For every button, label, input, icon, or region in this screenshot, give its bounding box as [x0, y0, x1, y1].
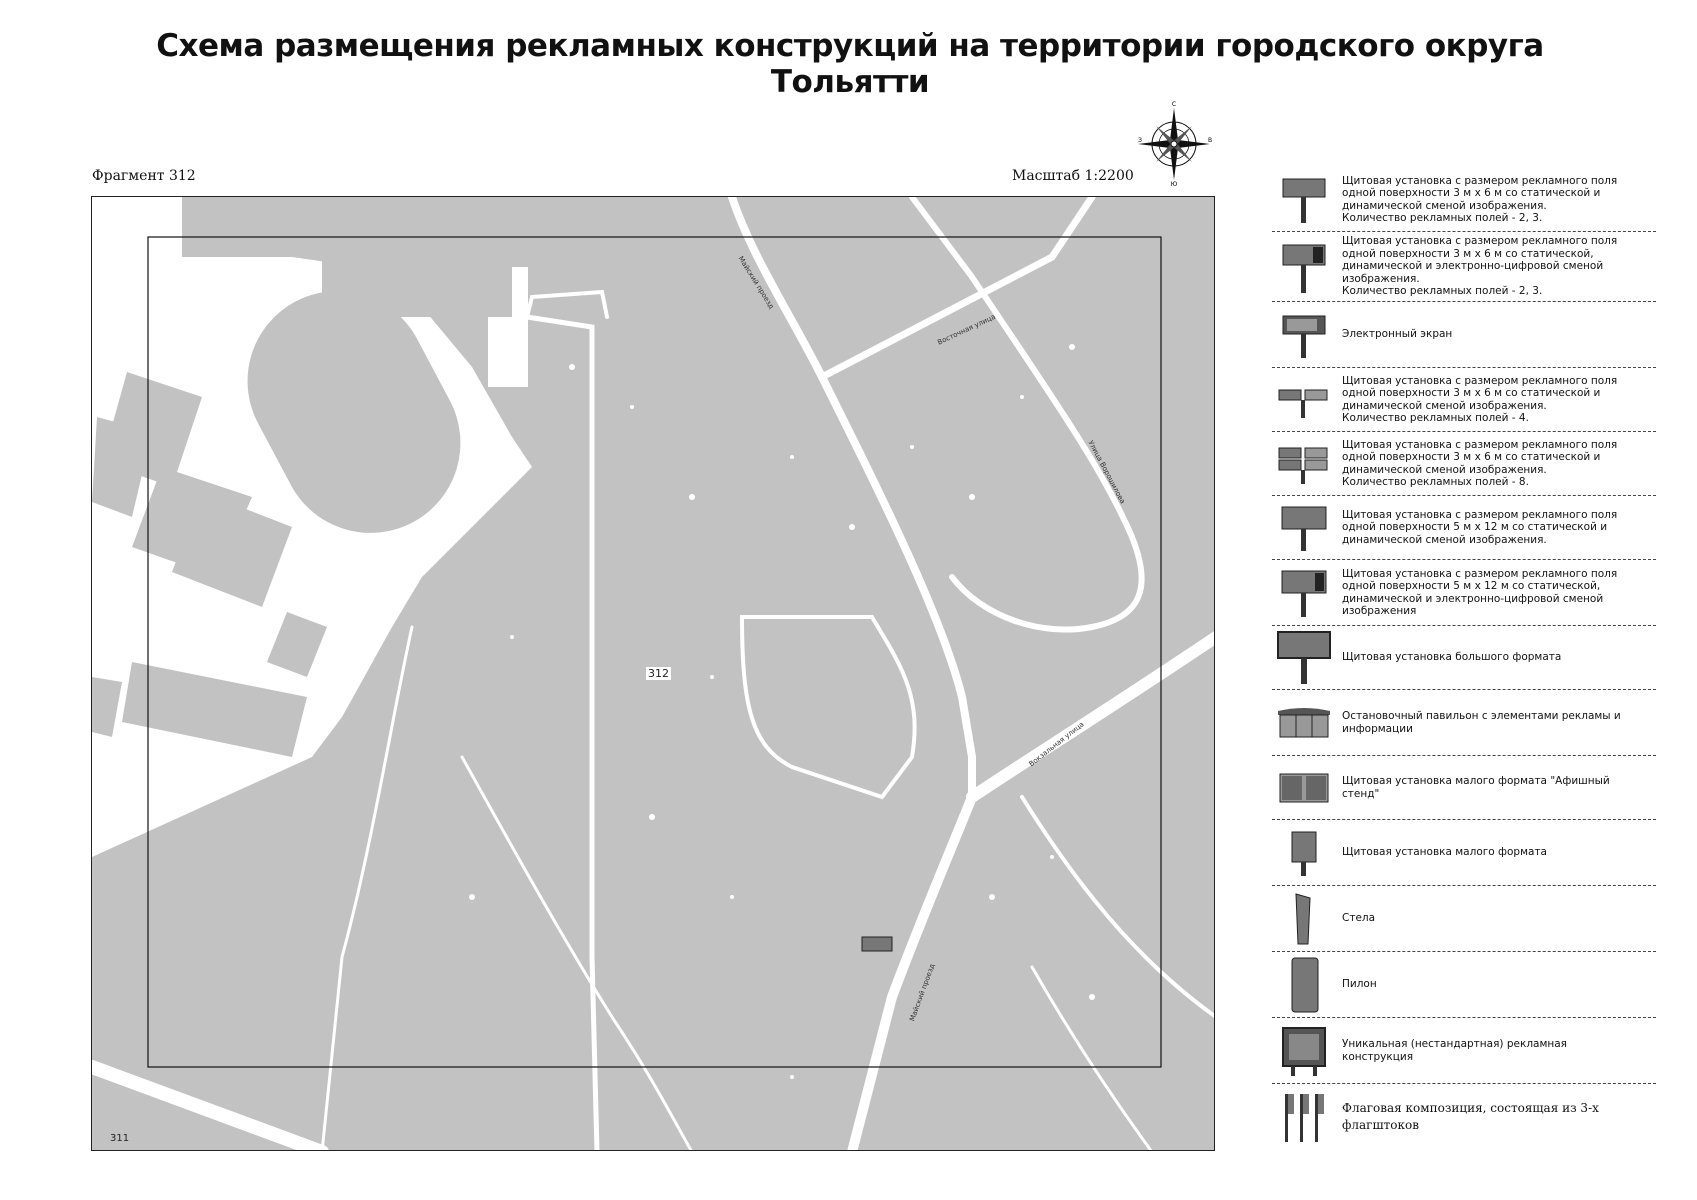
street-label: Улица Ворошилова: [1086, 439, 1127, 506]
poster-stand-icon: [1276, 768, 1332, 808]
fragment-number-label: 312: [648, 667, 669, 680]
map-view[interactable]: [91, 196, 1215, 1151]
billboard-eight-fields-icon: [1277, 442, 1331, 486]
legend-item: [1272, 886, 1656, 952]
billboard-5x12-icon: [1279, 503, 1329, 553]
map-road: [852, 797, 972, 1151]
billboard-static-dynamic-icon: [1279, 175, 1329, 225]
legend-text: Щитовая установка с размером рекламного поля одной поверхности 3 м х 6 м со статической и динамической сменой изображения. Количество рекламных полей - 4.: [1342, 374, 1618, 424]
map-road: [1022, 797, 1215, 1017]
legend-text: Щитовая установка малого формата "Афишный стенд": [1342, 775, 1610, 800]
flag-composition-icon: [1279, 1090, 1329, 1144]
legend: [1272, 168, 1656, 1150]
legend-text: Стела: [1342, 912, 1376, 925]
legend-item: [1272, 626, 1656, 690]
bus-stop-pavilion-icon: [1276, 703, 1332, 743]
legend-text: Щитовая установка с размером рекламного поля одной поверхности 5 м х 12 м со статической и динамической сменой изображения.: [1342, 508, 1618, 546]
legend-text: Остановочный павильон с элементами рекламы и информации: [1342, 710, 1621, 735]
legend-item: [1272, 496, 1656, 560]
street-label: Вокзальная улица: [1027, 720, 1086, 769]
legend-item: [1272, 1018, 1656, 1084]
pylon-icon: [1284, 956, 1324, 1014]
legend-text: Щитовая установка с размером рекламного поля одной поверхности 3 м х 6 м со статической и динамической сменой изображения. Количество рекламных полей - 8.: [1342, 438, 1618, 488]
compass-north-label: С: [1171, 101, 1177, 108]
legend-text: Щитовая установка большого формата: [1342, 651, 1562, 664]
map-road: [822, 197, 1092, 377]
compass-east-label: В: [1207, 137, 1213, 144]
legend-item: [1272, 368, 1656, 432]
small-format-billboard-icon: [1284, 828, 1324, 878]
map-road: [527, 317, 597, 1151]
large-format-billboard-icon: [1276, 630, 1332, 686]
map-speckles: [469, 344, 1095, 1079]
legend-text: Флаговая композиция, состоящая из 3-х флагштоков: [1342, 1101, 1599, 1132]
unique-construction-icon: [1279, 1024, 1329, 1078]
legend-item: [1272, 232, 1656, 302]
compass-south-label: Ю: [1170, 181, 1178, 186]
legend-item: [1272, 302, 1656, 368]
legend-item: [1272, 560, 1656, 626]
map-road: [732, 197, 972, 797]
page-title: Схема размещения рекламных конструкций на территории городского округа Тольятти: [156, 28, 1544, 100]
map-road: [462, 757, 692, 1151]
scale-label: Масштаб 1:2200: [1012, 168, 1134, 184]
legend-text: Щитовая установка с размером рекламного поля одной поверхности 5 м х 12 м со статической, динамической и электронно-цифровой сменой изображения: [1342, 567, 1618, 617]
street-label: Восточная улица: [936, 312, 997, 347]
compass-west-label: З: [1138, 137, 1142, 144]
legend-item: [1272, 432, 1656, 496]
legend-text: Щитовая установка малого формата: [1342, 846, 1547, 859]
map-white-strip: [322, 197, 512, 317]
electronic-screen-icon: [1279, 310, 1329, 360]
billboard-four-fields-icon: [1277, 380, 1331, 420]
billboard-digital-icon: [1279, 239, 1329, 295]
street-label: Майский проезд: [908, 962, 937, 1023]
legend-item: [1272, 820, 1656, 886]
legend-item: [1272, 952, 1656, 1018]
fragment-label: Фрагмент 312: [92, 168, 196, 184]
street-label: Майский проезд: [736, 254, 776, 311]
legend-text: Щитовая установка с размером рекламного поля одной поверхности 3 м х 6 м со статической, динамической и электронно-цифровой сменой изображения. Количество рекламных полей - 2, 3.: [1342, 235, 1618, 298]
legend-item: [1272, 168, 1656, 232]
map-road: [527, 292, 607, 317]
legend-text: Щитовая установка с размером рекламного поля одной поверхности 3 м х 6 м со статической и динамической сменой изображения. Количество рекламных полей - 2, 3.: [1342, 174, 1618, 224]
ad-structure-marker: [862, 937, 892, 951]
legend-text: Пилон: [1342, 978, 1377, 991]
stela-icon: [1284, 892, 1324, 946]
map-road: [742, 617, 915, 797]
map-road: [912, 197, 1142, 630]
legend-text: Уникальная (нестандартная) рекламная конструкция: [1342, 1038, 1568, 1063]
legend-text: Электронный экран: [1342, 328, 1453, 341]
map-road: [972, 637, 1215, 797]
compass-rose-icon: [1132, 100, 1216, 186]
adjacent-fragment-label: 311: [110, 1133, 130, 1144]
billboard-5x12-digital-icon: [1279, 567, 1329, 619]
legend-item: [1272, 690, 1656, 756]
legend-item: [1272, 756, 1656, 820]
legend-item: [1272, 1084, 1656, 1150]
